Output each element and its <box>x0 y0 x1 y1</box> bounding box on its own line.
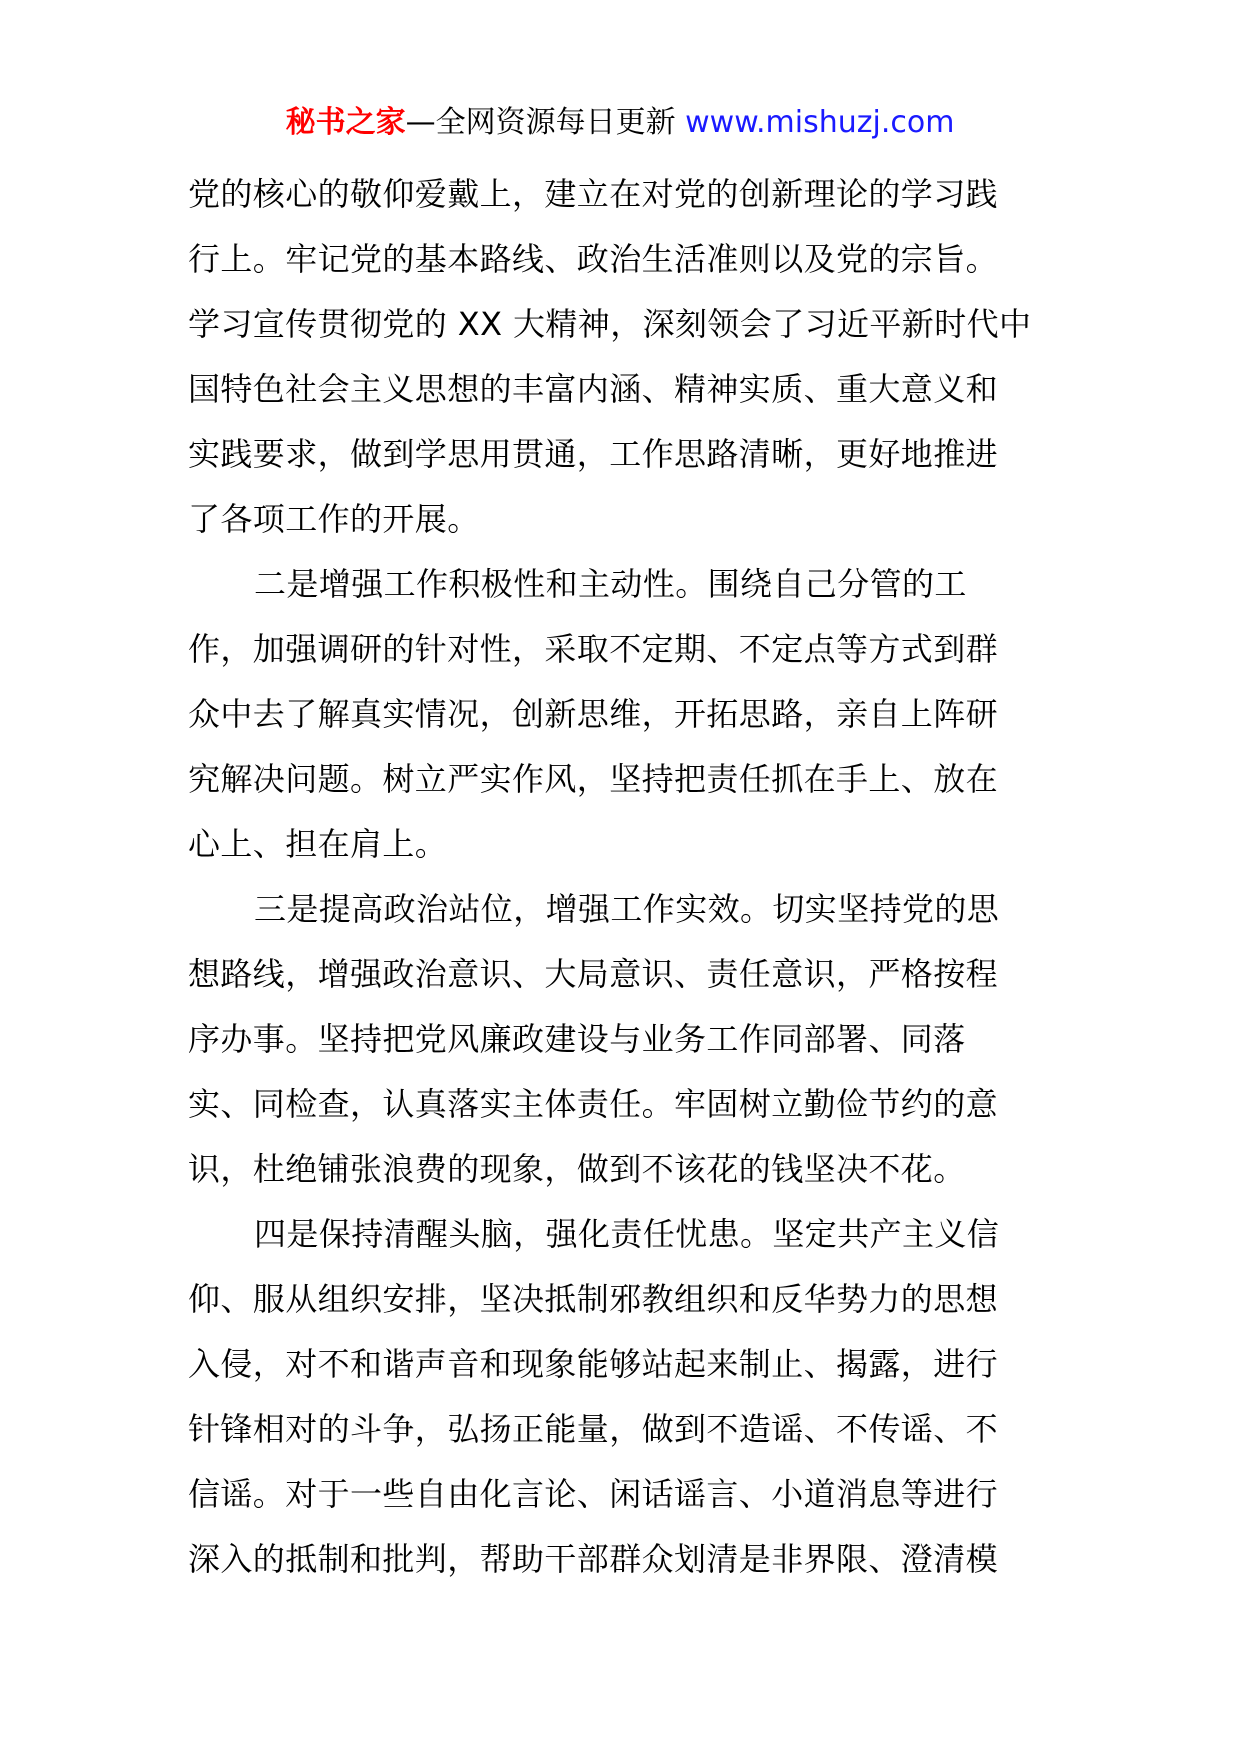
text-line: 了各项工作的开展。 <box>188 500 480 538</box>
text-line: 仰、服从组织安排，坚决抵制邪教组织和反华势力的思想 <box>188 1280 999 1318</box>
text-line: 针锋相对的斗争，弘扬正能量，做到不造谣、不传谣、不 <box>188 1410 999 1448</box>
text-line: 四是保持清醒头脑，强化责任忧患。坚定共产主义信 <box>254 1215 1000 1253</box>
header-tagline: —全网资源每日更新 <box>405 105 686 140</box>
brand-name: 秘书之家 <box>285 105 406 140</box>
text-line: 实践要求，做到学思用贯通，工作思路清晰，更好地推进 <box>188 435 999 473</box>
text-line: 识，杜绝铺张浪费的现象，做到不该花的钱坚决不花。 <box>188 1150 966 1188</box>
text-line: 心上、担在肩上。 <box>188 825 448 863</box>
text-line: 入侵，对不和谐声音和现象能够站起来制止、揭露，进行 <box>188 1345 999 1383</box>
document-body <box>188 162 1060 1592</box>
text-line: 党的核心的敬仰爱戴上，建立在对党的创新理论的学习践 <box>188 175 999 213</box>
text-line: 作，加强调研的针对性，采取不定期、不定点等方式到群 <box>188 630 999 668</box>
text-line: 二是增强工作积极性和主动性。围绕自己分管的工 <box>254 565 967 603</box>
text-line: 国特色社会主义思想的丰富内涵、精神实质、重大意义和 <box>188 370 999 408</box>
text-line: 三是提高政治站位，增强工作实效。切实坚持党的思 <box>254 890 1000 928</box>
text-line: 实、同检查，认真落实主体责任。牢固树立勤俭节约的意 <box>188 1085 999 1123</box>
text-line: 深入的抵制和批判，帮助干部群众划清是非界限、澄清模 <box>188 1540 999 1578</box>
page-header <box>0 100 1240 146</box>
text-line: 信谣。对于一些自由化言论、闲话谣言、小道消息等进行 <box>188 1475 999 1513</box>
text-line: 学习宣传贯彻党的 XX 大精神，深刻领会了习近平新时代中 <box>188 305 1032 343</box>
website-url: www.mishuzj.com <box>685 105 955 140</box>
text-line: 序办事。坚持把党风廉政建设与业务工作同部署、同落 <box>188 1020 966 1058</box>
text-line: 众中去了解真实情况，创新思维，开拓思路，亲自上阵研 <box>188 695 999 733</box>
text-line: 想路线，增强政治意识、大局意识、责任意识，严格按程 <box>188 955 999 993</box>
text-line: 行上。牢记党的基本路线、政治生活准则以及党的宗旨。 <box>188 240 999 278</box>
text-line: 究解决问题。树立严实作风，坚持把责任抓在手上、放在 <box>188 760 999 798</box>
